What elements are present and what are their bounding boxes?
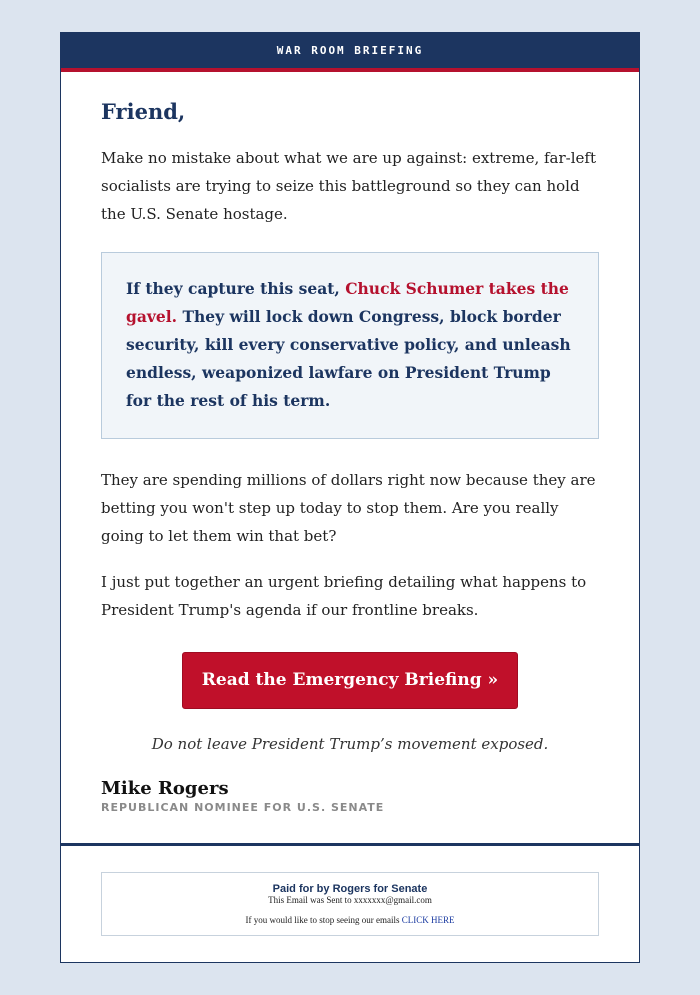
sent-to-notice: This Email was Sent to xxxxxxx@gmail.com <box>268 895 432 905</box>
greeting: Friend, <box>101 99 186 124</box>
callout-rest: They will lock down Congress, block border security, kill every conservative policy, and unleash endless, weaponized lawfare on President Trump for the rest of his term. <box>126 307 571 410</box>
unsubscribe-line <box>102 915 598 925</box>
paragraph-intro: Make no mistake about what we are up against: extreme, far-left socialists are trying to seize this battleground so they can hold the U.S. Senate hostage. <box>101 149 596 223</box>
paragraph-briefing: I just put together an urgent briefing detailing what happens to President Trump's agenda if our frontline breaks. <box>101 573 587 619</box>
unsubscribe-link[interactable]: CLICK HERE <box>401 915 455 925</box>
callout-highlight: Chuck Schumer takes the gavel. <box>126 279 569 326</box>
read-briefing-button[interactable]: Read the Emergency Briefing » <box>182 652 518 709</box>
signer-name: Mike Rogers <box>101 778 229 799</box>
paid-for-disclaimer: Paid for by Rogers for Senate <box>272 883 428 895</box>
footer-divider <box>61 843 639 846</box>
email-container <box>60 32 640 963</box>
footer-box <box>101 872 599 936</box>
callout-lead: If they capture this seat, <box>126 279 346 298</box>
email-header <box>61 33 639 72</box>
callout-text <box>126 275 574 415</box>
cta-wrapper <box>101 652 599 709</box>
header-title: WAR ROOM BRIEFING <box>276 44 424 57</box>
tagline: Do not leave President Trump’s movement exposed. <box>151 735 549 753</box>
callout-box <box>101 252 599 439</box>
paragraph-spending: They are spending millions of dollars right now because they are betting you won't step up today to stop them. Are you really going to let them win that bet? <box>101 471 596 545</box>
signer-title: REPUBLICAN NOMINEE FOR U.S. SENATE <box>101 801 385 814</box>
email-body <box>61 99 639 814</box>
unsubscribe-text: If you would like to stop seeing our emails <box>245 915 402 925</box>
